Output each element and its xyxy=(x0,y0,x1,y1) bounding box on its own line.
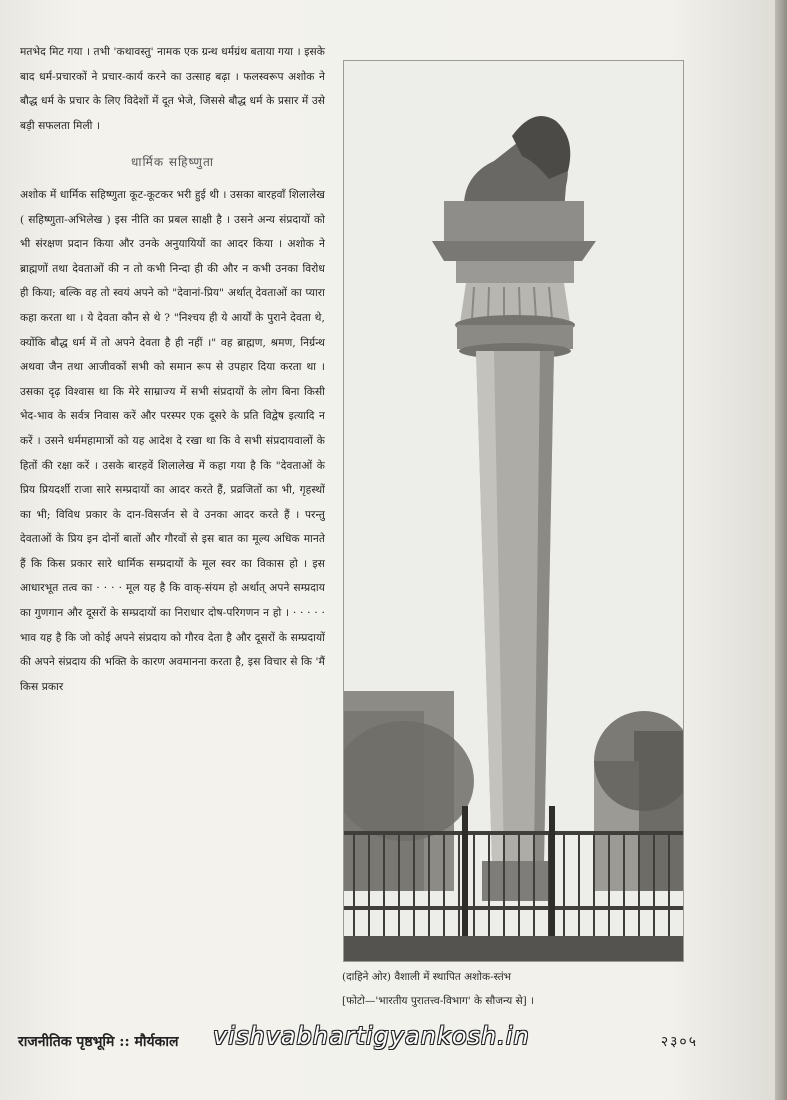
caption-line-2: [फोटो—'भारतीय पुरातत्त्व-विभाग' के सौजन्य से] । xyxy=(342,995,535,1007)
body-paragraph: अशोक में धार्मिक सहिष्णुता कूट-कूटकर भरी हुई थी । उसका बारहवाँ शिलालेख ( सहिष्णुता-अभिलेख ) इस नीति का प्रबल साक्षी है । उसने अन्य संप्रदायों को भी संरक्षण प्रदान किया और उनके अनुयायियों का आदर किया । अशोक ने ब्राह्मणों तथा देवताओं की न तो कभी निन्दा ही की और न कभी उनका विरोध ही किया; बल्कि वह तो स्वयं अपने को "देवानां-प्रिय" अर्थात् देवताओं का प्यारा कहा करता था । ये देवता कौन से थे ? "निश्चय ही ये आर्यों के पुराने देवता थे, क्योंकि बौद्ध धर्म में तो अपने देवता है ही नहीं ।" वह ब्राह्मण, श्रमण, निर्ग्रन्थ अथवा जैन तथा आजीवकों सभी को समान रूप से उपहार दिया करता था । उसका दृढ़ विश्वास था कि मेरे साम्राज्य में सभी संप्रदायों के लोग बिना किसी भेद-भाव के सर्वत्र निवास करें और परस्पर एक दूसरे के प्रति विद्वेष इत्यादि न करें । उसने धर्ममहामात्रों को यह आदेश दे रखा था कि वे सभी संप्रदायवालों के हितों की रक्षा करें । उसके बारहवें शिलालेख में कहा गया है कि "देवताओं के प्रिय प्रियदर्शी राजा सारे सम्प्रदायों का आदर करते हैं, प्रव्रजितों का भी, गृहस्थों का भी; विविध प्रकार के दान-विसर्जन से वे उनका आदर करते हैं । परन्तु देवताओं के प्रिय इन दोनों बातों और गौरवों से इस बात का मूल्य अधिक मानते हैं कि किस प्रकार सारे धार्मिक सम्प्रदायों के मूल स्वर का विकास हो । इस आधारभूत तत्व का · · · · मूल यह है कि वाक्-संयम हो अर्थात् अपने सम्प्रदाय का गुणगान और दूसरों के सम्प्रदायों का निराधार दोष-परिगणन न हो । · · · · · भाव यह है कि जो कोई अपने संप्रदाय को गौरव देता है और दूसरों के सम्प्रदायों की अपने संप्रदाय की भक्ति के कारण अवमानना करता है, इस विचार से कि 'मैं किस प्रकार xyxy=(20,188,325,693)
text-column xyxy=(20,40,325,699)
caption-line-1: (दाहिने ओर) वैशाली में स्थापित अशोक-स्तंभ xyxy=(342,971,512,983)
page-footer xyxy=(18,1022,738,1062)
page-number: २३०५ xyxy=(660,1034,698,1050)
photo-caption xyxy=(342,965,742,1013)
running-head: राजनीतिक पृष्ठभूमि :: मौर्यकाल xyxy=(18,1034,179,1050)
watermark: vishvabhartigyankosh.in xyxy=(213,1022,530,1050)
section-heading: धार्मिक सहिष्णुता xyxy=(131,155,214,170)
opening-paragraph: मतभेद मिट गया । तभी 'कथावस्तु' नामक एक ग्रन्थ धर्मग्रंथ बताया गया । इसके बाद धर्म-प्रचारकों ने प्रचार-कार्य करने का उत्साह बढ़ा । फलस्वरूप अशोक ने बौद्ध धर्म के प्रचार के लिए विदेशों में दूत भेजे, जिससे बौद्ध धर्म के प्रसार में उसे बड़ी सफलता मिली । xyxy=(20,46,325,132)
pillar-photo xyxy=(343,60,684,962)
book-spine-shadow xyxy=(775,0,787,1100)
